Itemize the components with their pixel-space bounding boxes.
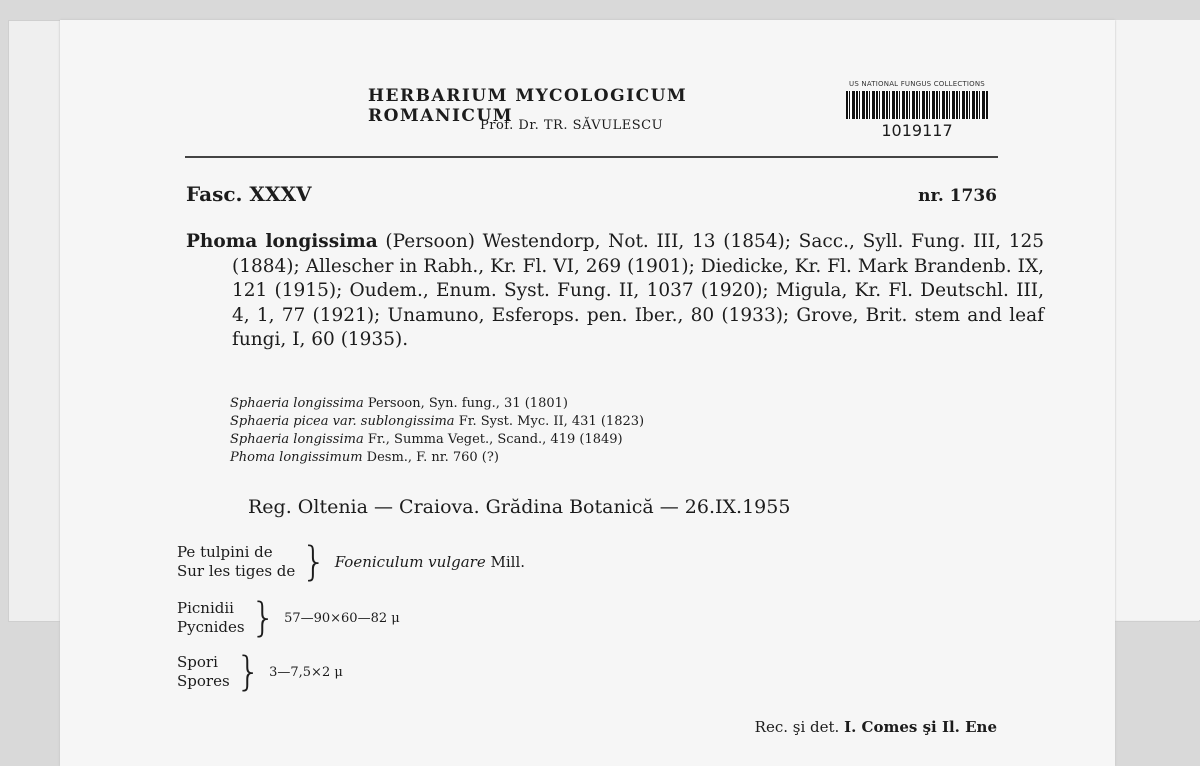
synonym-row: Phoma longissimum Desm., F. nr. 760 (?) — [230, 450, 499, 465]
specimen-number: nr. 1736 — [918, 186, 997, 206]
substrate-labels: Pe tulpini de Sur les tiges de — [177, 543, 296, 580]
fascicle-number: Fasc. XXXV — [186, 182, 312, 206]
barcode-caption: US NATIONAL FUNGUS COLLECTIONS — [849, 80, 985, 88]
species-name: Phoma longissima — [186, 231, 378, 252]
brace-icon: } — [250, 595, 277, 641]
species-citation — [186, 230, 1044, 353]
synonym-row: Sphaeria longissima Fr., Summa Veget., Scand., 419 (1849) — [230, 432, 623, 447]
herbarium-title: HERBARIUM MYCOLOGICUM ROMANICUM — [368, 86, 688, 126]
collectors-line: Rec. şi det. I. Comes şi Il. Ene — [754, 718, 997, 736]
collection-locality: Reg. Oltenia — Craiova. Grădina Botanică — 26.IX.1955 — [248, 496, 791, 518]
citation-text: (Persoon) Westendorp, Not. III, 13 (1854); Sacc., Syll. Fung. III, 125 (1884); Allescher in Rabh., Kr. Fl. VI, 269 (1901); Diedicke, Kr. Fl. Mark Brandenb. IX, 121 (1915); Oudem., Enum. Syst. Fung. II, 1037 (1920); Migula, Kr. Fl. Deutschl. III, 4, 1, 77 (1921); Unamuno, Esferops. pen. Iber., 80 (1933); Grove, Brit. stem and leaf fungi, I, 60 (1935). — [232, 231, 1045, 350]
brace-icon: } — [235, 649, 262, 695]
barcode-sticker — [842, 80, 992, 150]
pycnidia-size: 57—90×60—82 μ — [284, 610, 400, 626]
spores-row — [177, 649, 343, 695]
spores-labels: Spori Spores — [177, 653, 230, 690]
synonym-row: Sphaeria longissima Persoon, Syn. fung., 31 (1801) — [230, 396, 568, 411]
pycnidia-row — [177, 595, 400, 641]
pycnidia-labels: Picnidii Pycnides — [177, 599, 245, 636]
synonym-list — [230, 395, 880, 467]
host-plant: Foeniculum vulgare Mill. — [334, 553, 526, 571]
barcode-number: 1019117 — [881, 121, 953, 140]
herbarium-curator: Prof. Dr. TR. SĂVULESCU — [480, 118, 664, 133]
background-sheet-edge — [1115, 20, 1200, 620]
substrate-row — [177, 539, 526, 585]
synonym-row: Sphaeria picea var. sublongissima Fr. Syst. Myc. II, 431 (1823) — [230, 414, 645, 429]
brace-icon: } — [301, 539, 327, 585]
header-divider — [185, 156, 998, 158]
barcode-icon — [846, 91, 988, 119]
spores-size: 3—7,5×2 μ — [269, 664, 343, 680]
